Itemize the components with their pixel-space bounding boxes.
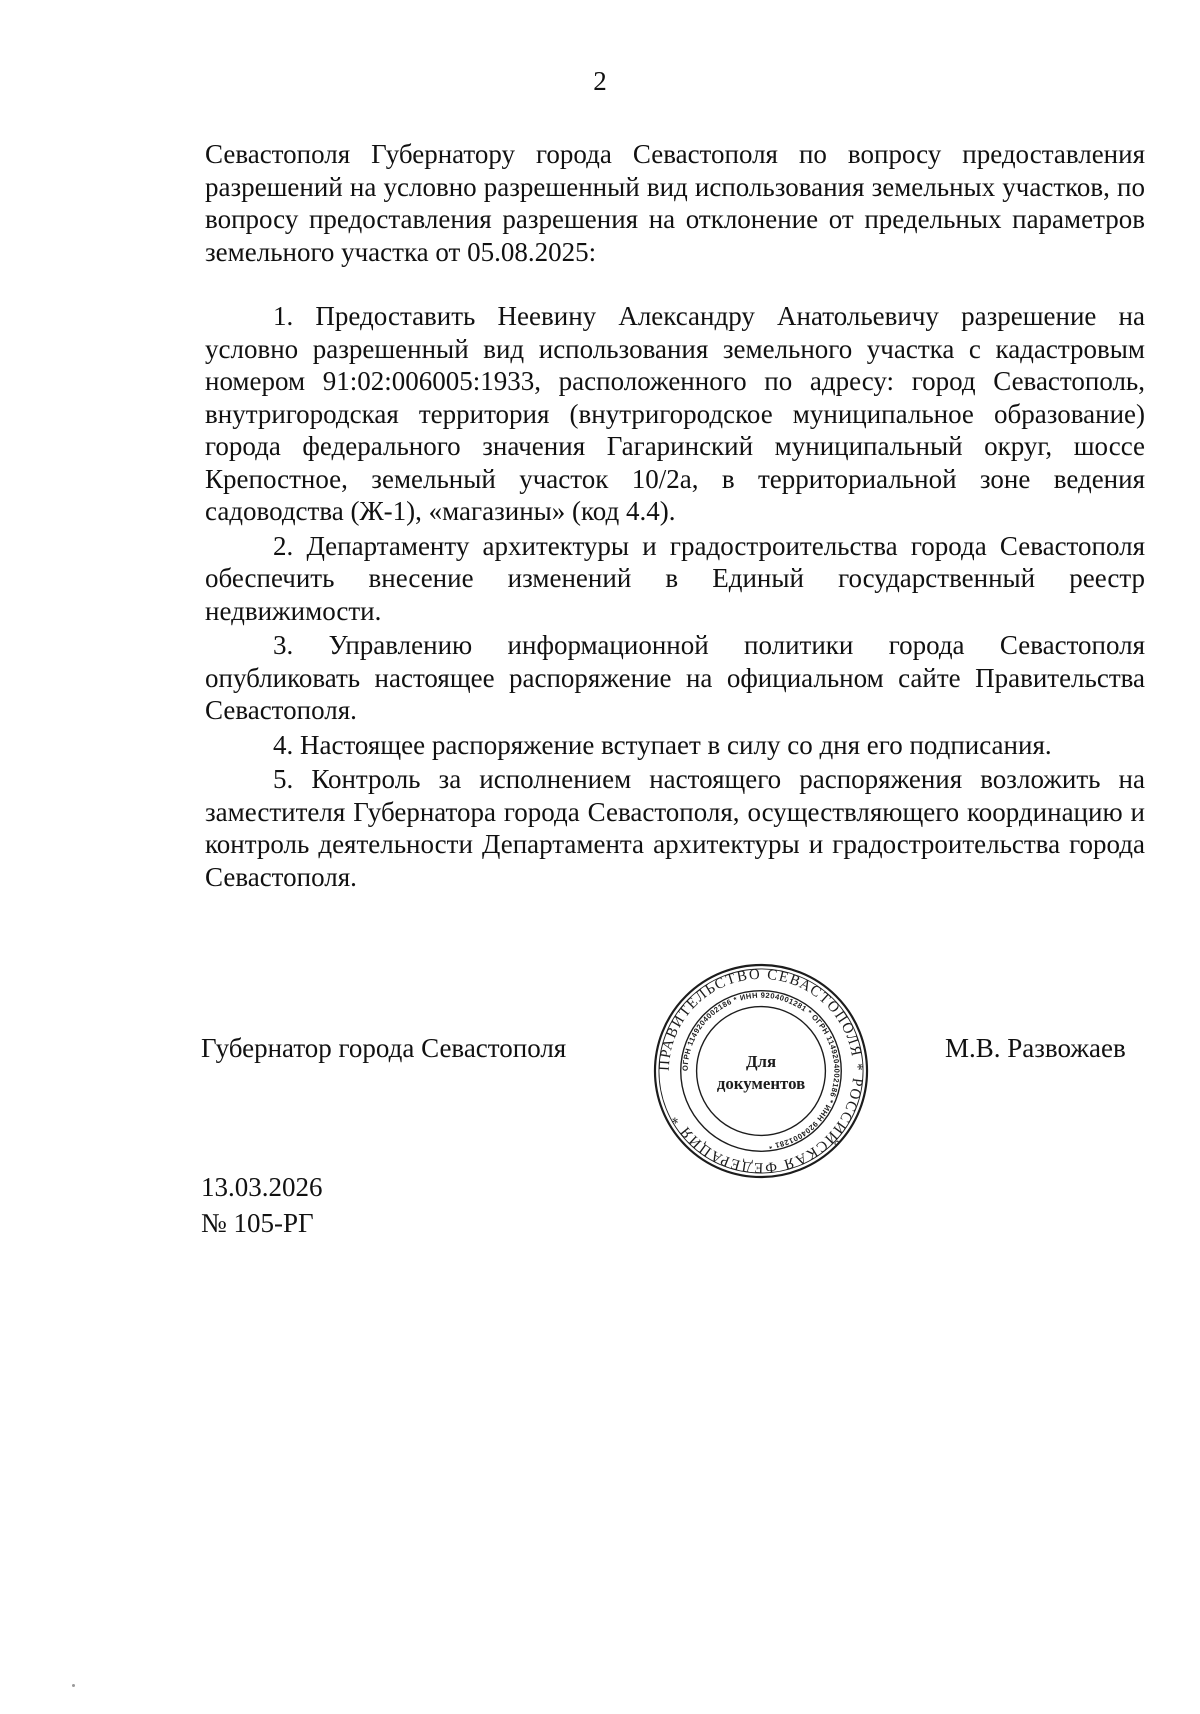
signatory-name: М.В. Развожаев	[945, 1033, 1126, 1063]
order-item-3: 3. Управлению информационной политики города Севастополя опубликовать настоящее распоряжение на официальном сайте Правительства Севастополя.	[205, 630, 1145, 725]
seal-center-line-2: документов	[716, 1073, 806, 1093]
scan-artifact	[72, 1684, 75, 1687]
order-item-4: 4. Настоящее распоряжение вступает в силу со дня его подписания.	[273, 729, 1052, 760]
signatory-title: Губернатор города Севастополя	[201, 1033, 567, 1063]
document-date: 13.03.2026	[201, 1172, 323, 1202]
document-number: № 105-РГ	[201, 1208, 314, 1238]
preamble-paragraph: Севастополя Губернатору города Севастополя по вопросу предоставления разрешений на условно разрешенный вид использования земельных участков, по вопросу предоставления разрешения на отклонение от предельных параметров земельного участка от 05.08.2025:	[205, 139, 1145, 267]
seal-center-line-1: Для	[745, 1052, 777, 1072]
official-seal	[652, 962, 870, 1180]
seal-inner-text: ОГРН 1149204002186 * ИНН 9204001281 * ОГРН 1149204002186 * ИНН 9204001281 *	[680, 990, 842, 1151]
order-item-5: 5. Контроль за исполнением настоящего распоряжения возложить на заместителя Губернатора города Севастополя, осуществляющего координацию и контроль деятельности Департамента архитектуры и градостроительства города Севастополя.	[205, 764, 1145, 892]
document-body	[205, 138, 1145, 895]
seal-outer-text: ПРАВИТЕЛЬСТВО СЕВАСТОПОЛЯ * РОССИЙСКАЯ ФЕДЕРАЦИЯ *	[656, 966, 866, 1176]
page-number: 2	[593, 66, 607, 96]
order-item-2: 2. Департаменту архитектуры и градостроительства города Севастополя обеспечить внесение изменений в Единый государственный реестр недвижимости.	[205, 530, 1145, 626]
order-item-1: 1. Предоставить Неевину Александру Анатольевичу разрешение на условно разрешенный вид использования земельного участка с кадастровым номером 91:02:006005:1933, расположенного по адресу: город Севастополь, внутригородская территория (внутригородское муниципальное образование) города федерального значения Гагаринский муниципальный округ, шоссе Крепостное, земельный участок 10/2а, в территориальной зоне ведения садоводства (Ж-1), «магазины» (код 4.4).	[205, 301, 1145, 526]
